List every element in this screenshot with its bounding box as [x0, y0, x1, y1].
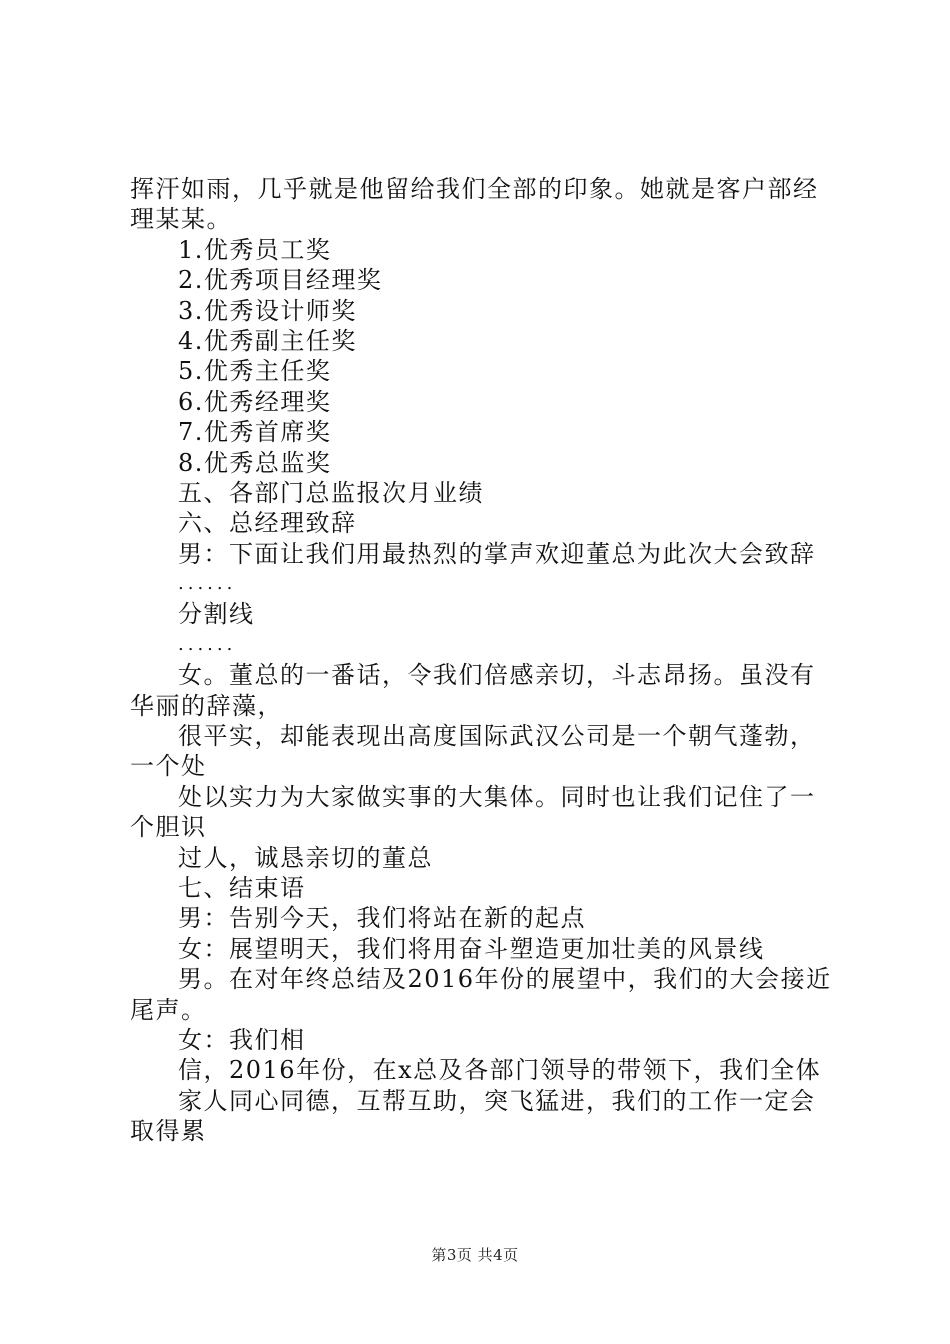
text-line: 个胆识 — [130, 813, 207, 842]
section-heading: 五、各部门总监报次月业绩 — [178, 478, 484, 507]
text-line: 女：我们相 — [178, 1025, 306, 1054]
ellipsis-line: ...... — [178, 573, 237, 595]
award-item: 3.优秀设计师奖 — [178, 296, 357, 325]
ellipsis-line: ...... — [178, 633, 237, 655]
text-line: 取得累 — [130, 1117, 207, 1146]
text-line: 女。董总的一番话，令我们倍感亲切，斗志昂扬。虽没有 — [178, 661, 816, 690]
text-line: 理某某。 — [130, 205, 232, 234]
text-line: 很平实，却能表现出高度国际武汉公司是一个朝气蓬勃， — [178, 722, 816, 751]
award-item: 7.优秀首席奖 — [178, 418, 332, 447]
text-line: 华丽的辞藻， — [130, 691, 283, 720]
page-footer — [0, 1244, 950, 1265]
text-line: 尾声。 — [130, 995, 207, 1024]
award-item: 1.优秀员工奖 — [178, 235, 332, 264]
text-line: 处以实力为大家做实事的大集体。同时也让我们记住了一 — [178, 782, 816, 811]
text-line: 家人同心同德，互帮互助，突飞猛进，我们的工作一定会 — [178, 1086, 816, 1115]
award-item: 2.优秀项目经理奖 — [178, 266, 383, 295]
text-line: 一个处 — [130, 752, 207, 781]
award-item: 5.优秀主任奖 — [178, 357, 332, 386]
text-line: 男。在对年终总结及2016年份的展望中，我们的大会接近 — [178, 965, 832, 994]
text-line: 信，2016年份，在x总及各部门领导的带领下，我们全体 — [178, 1056, 822, 1085]
page-number: 第3页 共4页 — [431, 1246, 519, 1264]
text-line: 男：告别今天，我们将站在新的起点 — [178, 904, 586, 933]
text-line: 女：展望明天，我们将用奋斗塑造更加壮美的风景线 — [178, 934, 765, 963]
award-item: 6.优秀经理奖 — [178, 387, 332, 416]
text-line: 男：下面让我们用最热烈的掌声欢迎董总为此次大会致辞 — [178, 539, 816, 568]
document-body — [130, 174, 834, 1147]
text-line: 挥汗如雨，几乎就是他留给我们全部的印象。她就是客户部经 — [130, 175, 819, 203]
text-line: 过人，诚恳亲切的董总 — [178, 843, 433, 872]
award-item: 8.优秀总监奖 — [178, 448, 332, 477]
section-heading: 六、总经理致辞 — [178, 509, 357, 538]
award-item: 4.优秀副主任奖 — [178, 326, 357, 355]
divider-label: 分割线 — [178, 600, 255, 629]
section-heading: 七、结束语 — [178, 873, 306, 902]
